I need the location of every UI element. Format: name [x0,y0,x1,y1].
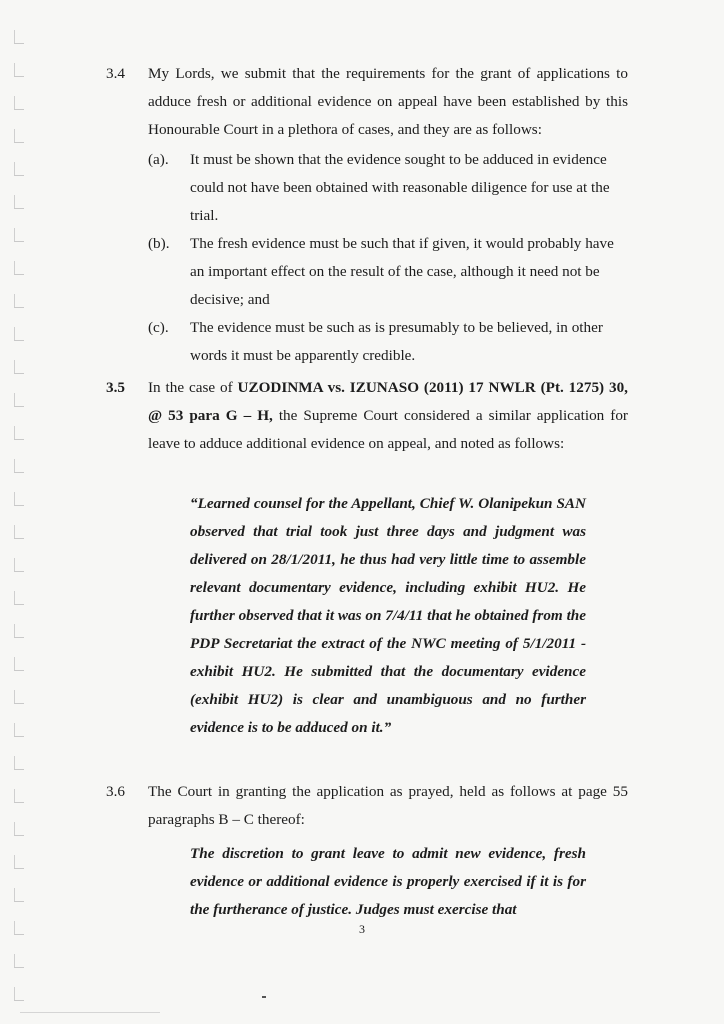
margin-tick-stem [14,987,15,1001]
margin-tick-stem [14,492,15,506]
margin-tick-stem [14,294,15,308]
margin-tick [14,208,24,209]
quotation-uzodinma: “Learned counsel for the Appellant, Chief W. Olanipekun SAN observed that trial took just three days and judgment was delivered on 28/1/2011, he thus had very little time to assemble relevant documentary evidence, including exhibit HU2. He further observed that it was on 7/4/11 that he obtained from the PDP Secretariat the extract of the NWC meeting of 5/1/2011 - exhibit HU2. He submitted that the documentary evidence (exhibit HU2) is clear and unambiguous and no further evidence is to be adduced on it.” [190,495,586,736]
margin-tick-stem [14,327,15,341]
margin-tick [14,967,24,968]
margin-tick [14,637,24,638]
margin-tick-stem [14,360,15,374]
page-number: 3 [359,922,365,936]
margin-tick-stem [14,63,15,77]
paragraph-number-3-4: 3.4 [106,65,125,82]
margin-tick-stem [14,393,15,407]
item-a-text: It must be shown that the evidence sought to be adduced in evidence could not have been obtained with reasonable diligence for use at the trial. [190,151,610,224]
margin-tick [14,274,24,275]
margin-tick-stem [14,228,15,242]
quotation-court-holding: The discretion to grant leave to admit new evidence, fresh evidence or additional evidence is properly exercised if it is for the furtherance of justice. Judges must exercise that [190,845,586,918]
margin-binding-marks [14,20,26,1010]
margin-tick [14,340,24,341]
margin-tick-stem [14,525,15,539]
margin-tick [14,76,24,77]
scan-edge-line [20,1012,160,1013]
margin-tick-stem [14,195,15,209]
item-b-text: The fresh evidence must be such that if given, it would probably have an important effect on the result of the case, although it need not be decisive; and [190,235,614,308]
margin-tick-stem [14,954,15,968]
margin-tick [14,769,24,770]
margin-tick [14,835,24,836]
margin-tick [14,1000,24,1001]
margin-tick-stem [14,591,15,605]
margin-tick [14,406,24,407]
margin-tick [14,868,24,869]
margin-tick [14,571,24,572]
paragraph-3-5-rest: the Supreme Court considered a similar application for leave to adduce additional evidence on appeal, and noted as follows: [148,407,628,452]
margin-tick [14,142,24,143]
margin-tick-stem [14,162,15,176]
paragraph-3-4-text: My Lords, we submit that the requirements for the grant of applications to adduce fresh or additional evidence on appeal have been established by this Honourable Court in a plethora of cases, and they are as follows: [148,65,628,138]
margin-tick [14,901,24,902]
margin-tick [14,241,24,242]
margin-tick [14,604,24,605]
margin-tick-stem [14,96,15,110]
margin-tick-stem [14,558,15,572]
margin-tick-stem [14,723,15,737]
paragraph-3-5-intro: In the case of [148,379,238,396]
margin-tick-stem [14,129,15,143]
margin-tick [14,802,24,803]
margin-tick [14,175,24,176]
margin-tick [14,373,24,374]
item-c-label: (c). [148,319,169,336]
margin-tick [14,109,24,110]
margin-tick [14,307,24,308]
case-citation: UZODINMA vs. IZUNASO (2011) 17 NWLR (Pt. 1275) 30, @ 53 para G – H, [148,379,628,424]
margin-tick [14,736,24,737]
paragraph-3-6-text: The Court in granting the application as prayed, held as follows at page 55 paragraphs B – C thereof: [148,783,628,828]
margin-tick-stem [14,789,15,803]
margin-tick-stem [14,261,15,275]
paragraph-3-5-text [148,374,628,458]
margin-tick-stem [14,888,15,902]
margin-tick [14,439,24,440]
margin-tick [14,670,24,671]
margin-tick-stem [14,756,15,770]
margin-tick [14,505,24,506]
margin-tick [14,538,24,539]
margin-tick-stem [14,30,15,44]
margin-tick-stem [14,426,15,440]
paragraph-number-3-5: 3.5 [106,379,125,396]
margin-tick-stem [14,657,15,671]
margin-tick-stem [14,690,15,704]
item-c-text: The evidence must be such as is presumably to be believed, in other words it must be apparently credible. [190,319,603,364]
item-a-label: (a). [148,151,169,168]
item-b-label: (b). [148,235,170,252]
margin-tick-stem [14,822,15,836]
margin-tick [14,472,24,473]
paragraph-number-3-6: 3.6 [106,783,125,800]
margin-tick [14,43,24,44]
margin-tick-stem [14,855,15,869]
margin-tick [14,703,24,704]
margin-tick-stem [14,624,15,638]
scan-speck [262,996,266,998]
margin-tick-stem [14,459,15,473]
